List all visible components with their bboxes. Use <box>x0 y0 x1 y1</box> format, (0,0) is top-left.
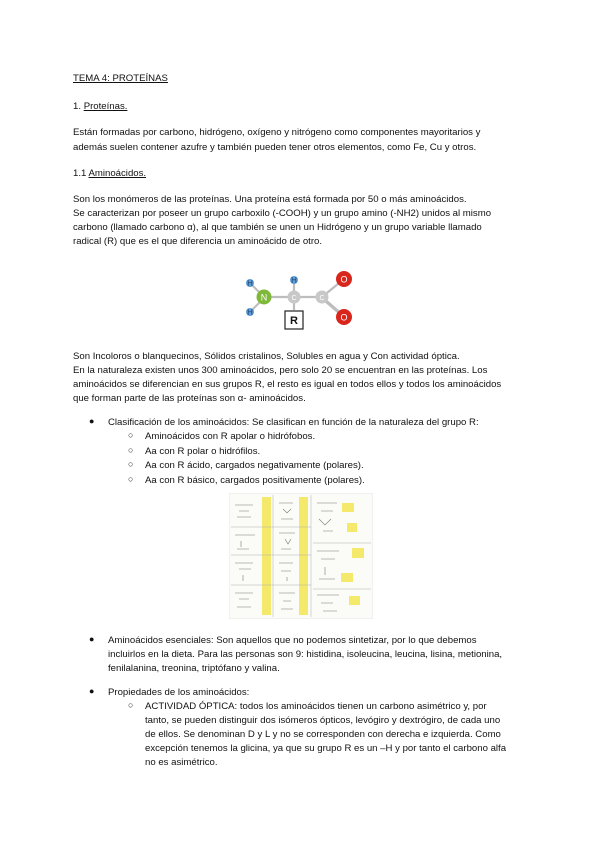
bullet-2-line-3: fenilalanina, treonina, triptófano y valina. <box>108 663 280 674</box>
sub-bullet-1-4-text: Aa con R básico, cargados positivamente (polares). <box>145 475 365 486</box>
section-1-heading <box>73 99 127 114</box>
bullet-2-line-1: Aminoácidos esenciales: Son aquellos que no podemos sintetizar, por lo que debemos <box>108 635 477 646</box>
sub-bullet-3-line-2: tanto, se pueden distinguir dos isómeros ópticos, levógiro y dextrógiro, de cada uno <box>145 715 501 726</box>
bullet-1-icon: ● <box>89 416 95 426</box>
bullet-2-icon: ● <box>89 634 95 644</box>
sub-bullet-1-2-text: Aa con R polar o hidrófilos. <box>145 446 261 457</box>
section-1-1-title: Aminoácidos. <box>88 168 147 179</box>
sub-bullet-3-line-1: ACTIVIDAD ÓPTICA: todos los aminoácidos tienen un carbono asimétrico y, por <box>145 701 487 712</box>
document-title: TEMA 4: PROTEÍNAS <box>73 73 168 84</box>
carboxyl-carbon-label: C <box>319 295 325 302</box>
paragraph-2-line-3: carbono (llamado carbono α), al que también se unen un Hidrógeno y un grupo variable llamado <box>73 222 482 233</box>
sub-bullet-1-1-icon: ○ <box>128 430 134 440</box>
oxygen-label-bottom: O <box>340 312 348 323</box>
amino-acid-molecule-diagram <box>236 258 366 338</box>
paragraph-1-line-2: además suelen contener azufre y también pueden tener otros elementos, como Fe, Cu y otros. <box>73 142 477 153</box>
sub-bullet-3-line-5: no es asimétrico. <box>145 757 218 768</box>
amino-acid-classification-table-image <box>229 493 373 619</box>
hydrogen-label-bottom-left: H <box>247 308 253 317</box>
sub-bullet-1-3-text: Aa con R ácido, cargados negativamente (polares). <box>145 460 364 471</box>
radical-label: R <box>290 315 298 327</box>
bullet-3-text: Propiedades de los aminoácidos: <box>108 687 250 698</box>
bullet-1-text: Clasificación de los aminoácidos: Se clasifican en función de la naturaleza del grupo R: <box>108 417 479 428</box>
sub-bullet-1-3-icon: ○ <box>128 459 134 469</box>
section-1-title: Proteínas. <box>83 101 128 112</box>
paragraph-3-line-2: En la naturaleza existen unos 300 aminoácidos, pero solo 20 se encuentran en las proteínas. Los <box>73 365 488 376</box>
paragraph-2-line-4: radical (R) que es el que diferencia un aminoácido de otro. <box>73 236 323 247</box>
alpha-carbon-label: C <box>291 295 297 302</box>
oxygen-label-top: O <box>340 274 348 285</box>
section-1-1-heading <box>73 166 146 181</box>
section-1-1-number: 1.1 <box>73 168 87 179</box>
hydrogen-label-top-left: H <box>247 279 253 288</box>
bullet-2-line-2: incluirlos en la dieta. Para las personas son 9: histidina, isoleucina, leucina, lisina, metionina, <box>108 649 503 660</box>
paragraph-3-line-1: Son Incoloros o blanquecinos, Sólidos cristalinos, Solubles en agua y Con actividad óptica. <box>73 351 460 362</box>
paragraph-2-line-1: Son los monómeros de las proteínas. Una proteína está formada por 50 o más aminoácidos. <box>73 194 467 205</box>
sub-bullet-3-line-3: de ellos. Se denominan D y L y no se corresponden con derecha e izquierda. Como <box>145 729 501 740</box>
hydrogen-label-top: H <box>291 276 297 285</box>
sub-bullet-1-2-icon: ○ <box>128 445 134 455</box>
nitrogen-label: N <box>260 292 268 303</box>
paragraph-2-line-2: Se caracterizan por poseer un grupo carboxilo (-COOH) y un grupo amino (-NH2) unidos al mismo <box>73 208 492 219</box>
sub-bullet-3-1-icon: ○ <box>128 700 134 710</box>
sub-bullet-1-1-text: Aminoácidos con R apolar o hidrófobos. <box>145 431 316 442</box>
paragraph-3-line-3: aminoácidos se diferencian en sus grupos R, el resto es igual en todos ellos y todos los aminoácidos <box>73 379 502 390</box>
paragraph-3-line-4: que forman parte de las proteínas son α- aminoácidos. <box>73 393 306 404</box>
sub-bullet-3-line-4: excepción tenemos la glicina, ya que su grupo R es un –H y por tanto el carbono alfa <box>145 743 507 754</box>
bullet-3-icon: ● <box>89 686 95 696</box>
paragraph-1-line-1: Están formadas por carbono, hidrógeno, oxígeno y nitrógeno como componentes mayoritarios y <box>73 127 481 138</box>
sub-bullet-1-4-icon: ○ <box>128 474 134 484</box>
section-1-number: 1. <box>73 101 82 112</box>
